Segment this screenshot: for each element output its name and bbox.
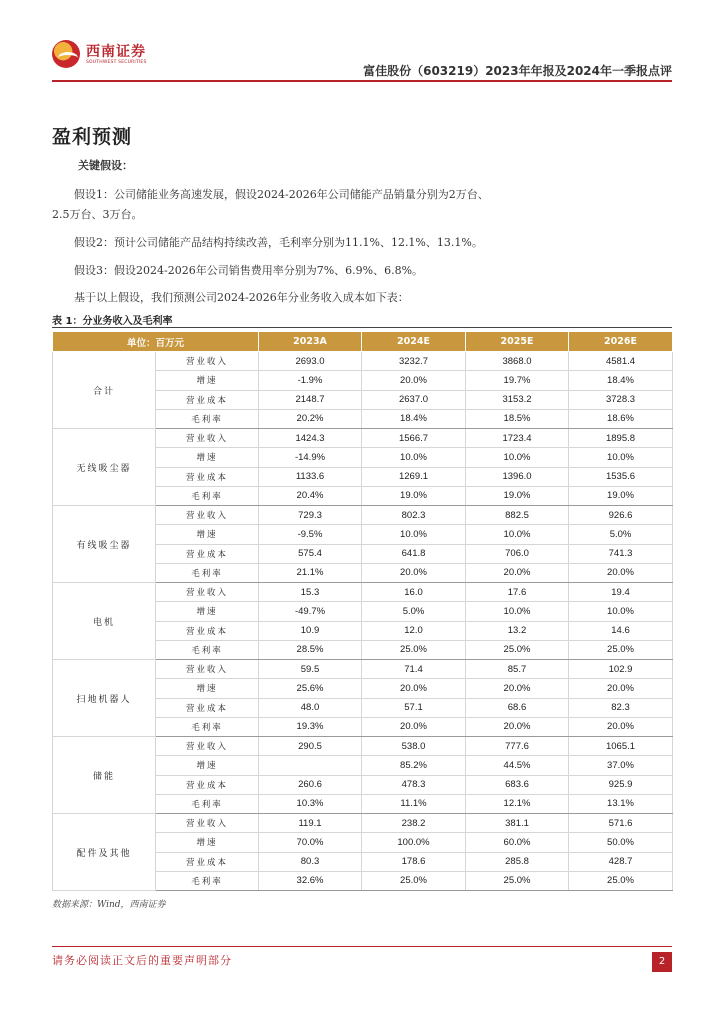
table-cell: 85.2% <box>362 756 466 775</box>
table-cell: 18.5% <box>466 409 569 428</box>
metric-label: 营业收入 <box>156 352 259 371</box>
table-cell: 21.1% <box>259 563 362 582</box>
table-cell: 925.9 <box>569 775 673 794</box>
segment-name: 有线吸尘器 <box>53 506 156 583</box>
table-cell: 15.3 <box>259 583 362 602</box>
table-cell: 926.6 <box>569 506 673 525</box>
table-cell: 25.0% <box>569 871 673 890</box>
segment-name: 储能 <box>53 737 156 814</box>
table-cell: 2693.0 <box>259 352 362 371</box>
table-cell: 12.0 <box>362 621 466 640</box>
table-cell: 57.1 <box>362 698 466 717</box>
table-cell: 20.0% <box>466 717 569 736</box>
table-cell: 50.0% <box>569 833 673 852</box>
table-cell: 17.6 <box>466 583 569 602</box>
table-cell: 25.0% <box>466 640 569 659</box>
table-cell: 538.0 <box>362 737 466 756</box>
table-cell: 706.0 <box>466 544 569 563</box>
metric-label: 增速 <box>156 833 259 852</box>
table-cell: 20.0% <box>466 679 569 698</box>
year-header: 2024E <box>362 332 466 352</box>
logo-subtitle: SOUTHWEST SECURITIES <box>86 60 147 65</box>
table-cell: 25.0% <box>362 640 466 659</box>
metric-label: 毛利率 <box>156 794 259 813</box>
header-divider <box>52 80 672 82</box>
segment-name: 无线吸尘器 <box>53 429 156 506</box>
segment-name: 电机 <box>53 583 156 660</box>
table-cell: 20.4% <box>259 486 362 505</box>
metric-label: 毛利率 <box>156 871 259 890</box>
year-header: 2023A <box>259 332 362 352</box>
table-cell: 285.8 <box>466 852 569 871</box>
page-header <box>0 0 724 84</box>
table-row <box>53 814 673 833</box>
table-cell: 11.1% <box>362 794 466 813</box>
table-cell: 25.0% <box>362 871 466 890</box>
segment-name: 合计 <box>53 352 156 429</box>
year-header: 2026E <box>569 332 673 352</box>
metric-label: 增速 <box>156 602 259 621</box>
metric-label: 营业收入 <box>156 814 259 833</box>
section-title: 盈利预测 <box>52 126 133 148</box>
metric-label: 营业收入 <box>156 429 259 448</box>
metric-label: 营业成本 <box>156 544 259 563</box>
table-row <box>53 583 673 602</box>
table-cell: 25.0% <box>569 640 673 659</box>
metric-label: 毛利率 <box>156 486 259 505</box>
table-cell: 5.0% <box>569 525 673 544</box>
metric-label: 毛利率 <box>156 409 259 428</box>
table-cell: 3868.0 <box>466 352 569 371</box>
table-cell: 44.5% <box>466 756 569 775</box>
table-cell: 70.0% <box>259 833 362 852</box>
table-cell: 71.4 <box>362 660 466 679</box>
table-cell: 28.5% <box>259 640 362 659</box>
table-cell: 82.3 <box>569 698 673 717</box>
table-cell: 1723.4 <box>466 429 569 448</box>
table-cell: 102.9 <box>569 660 673 679</box>
metric-label: 营业收入 <box>156 506 259 525</box>
table-cell: 20.0% <box>362 717 466 736</box>
table-cell: 729.3 <box>259 506 362 525</box>
table-cell: 68.6 <box>466 698 569 717</box>
table-cell: 575.4 <box>259 544 362 563</box>
metric-label: 增速 <box>156 371 259 390</box>
table-cell: 19.0% <box>362 486 466 505</box>
metric-label: 增速 <box>156 448 259 467</box>
assumption-3: 假设3：假设2024-2026年公司销售费用率分别为7%、6.9%、6.8%。 <box>74 264 424 277</box>
revenue-margin-table <box>52 331 673 891</box>
metric-label: 营业成本 <box>156 852 259 871</box>
page-number: 2 <box>652 952 672 972</box>
table-cell: 32.6% <box>259 871 362 890</box>
assumption-1-line-1: 假设1：公司储能业务高速发展，假设2024-2026年公司储能产品销量分别为2万台、 <box>74 188 489 201</box>
table-cell: 14.6 <box>569 621 673 640</box>
metric-label: 营业成本 <box>156 467 259 486</box>
segment-name: 扫地机器人 <box>53 660 156 737</box>
table-cell: 10.3% <box>259 794 362 813</box>
data-source: 数据来源：Wind，西南证券 <box>52 900 166 910</box>
table-cell: 478.3 <box>362 775 466 794</box>
table-cell: 1566.7 <box>362 429 466 448</box>
table-row <box>53 429 673 448</box>
table-cell: 19.0% <box>569 486 673 505</box>
metric-label: 营业成本 <box>156 698 259 717</box>
table-cell: 25.0% <box>466 871 569 890</box>
disclaimer-note: 请务必阅读正文后的重要声明部分 <box>52 954 232 967</box>
table-cell: 20.0% <box>362 563 466 582</box>
table-cell: 10.9 <box>259 621 362 640</box>
table-cell: 19.7% <box>466 371 569 390</box>
metric-label: 毛利率 <box>156 640 259 659</box>
table-cell: 80.3 <box>259 852 362 871</box>
table-cell: 10.0% <box>569 602 673 621</box>
table-row <box>53 660 673 679</box>
table-cell: 10.0% <box>466 448 569 467</box>
footer-divider <box>52 946 672 947</box>
table-cell: 882.5 <box>466 506 569 525</box>
table-cell: 10.0% <box>466 525 569 544</box>
table-cell: 3728.3 <box>569 390 673 409</box>
table-cell: -9.5% <box>259 525 362 544</box>
table-intro: 基于以上假设，我们预测公司2024-2026年分业务收入成本如下表： <box>74 291 409 304</box>
table-cell: 18.4% <box>362 409 466 428</box>
table-cell: 18.6% <box>569 409 673 428</box>
metric-label: 营业收入 <box>156 660 259 679</box>
table-cell: 260.6 <box>259 775 362 794</box>
table-cell: 18.4% <box>569 371 673 390</box>
metric-label: 增速 <box>156 679 259 698</box>
metric-label: 营业成本 <box>156 775 259 794</box>
metric-label: 毛利率 <box>156 563 259 582</box>
table-cell: 238.2 <box>362 814 466 833</box>
logo-emblem-icon <box>52 40 80 68</box>
table-cell: 48.0 <box>259 698 362 717</box>
table-header-row <box>53 332 673 352</box>
table-cell: 25.6% <box>259 679 362 698</box>
table-body <box>53 352 673 891</box>
table-caption: 表 1：分业务收入及毛利率 <box>52 316 173 327</box>
table-cell: 290.5 <box>259 737 362 756</box>
table-cell: 178.6 <box>362 852 466 871</box>
table-cell: 10.0% <box>466 602 569 621</box>
table-cell: 2148.7 <box>259 390 362 409</box>
table-cell: 20.0% <box>362 679 466 698</box>
table-cell: 1269.1 <box>362 467 466 486</box>
table-cell: 777.6 <box>466 737 569 756</box>
table-cell: 59.5 <box>259 660 362 679</box>
table-cell: -1.9% <box>259 371 362 390</box>
table-cell: 10.0% <box>569 448 673 467</box>
segment-name: 配件及其他 <box>53 814 156 891</box>
table-cell: 1133.6 <box>259 467 362 486</box>
table-cell: 571.6 <box>569 814 673 833</box>
table-cell: 683.6 <box>466 775 569 794</box>
table-cell: 802.3 <box>362 506 466 525</box>
table-cell: 1895.8 <box>569 429 673 448</box>
table-cell: 2637.0 <box>362 390 466 409</box>
metric-label: 增速 <box>156 756 259 775</box>
company-logo <box>52 40 172 74</box>
table-cell: 19.3% <box>259 717 362 736</box>
table-cell: 119.1 <box>259 814 362 833</box>
table-cell: 20.2% <box>259 409 362 428</box>
assumption-1-line-2: 2.5万台、3万台。 <box>52 208 143 221</box>
table-caption-divider <box>52 327 672 328</box>
metric-label: 毛利率 <box>156 717 259 736</box>
table-cell: 3153.2 <box>466 390 569 409</box>
logo-name: 西南证券 <box>86 44 146 60</box>
table-cell: 741.3 <box>569 544 673 563</box>
table-cell <box>259 756 362 775</box>
assumption-2: 假设2：预计公司储能产品结构持续改善，毛利率分别为11.1%、12.1%、13.1%。 <box>74 236 483 249</box>
table-cell: 4581.4 <box>569 352 673 371</box>
table-cell: 16.0 <box>362 583 466 602</box>
table-cell: -14.9% <box>259 448 362 467</box>
table-cell: 641.8 <box>362 544 466 563</box>
table-cell: 100.0% <box>362 833 466 852</box>
table-cell: 20.0% <box>569 679 673 698</box>
table-row <box>53 737 673 756</box>
table-cell: 20.0% <box>569 563 673 582</box>
table-cell: 1424.3 <box>259 429 362 448</box>
unit-header: 单位：百万元 <box>53 332 259 352</box>
table-cell: 381.1 <box>466 814 569 833</box>
table-cell: 10.0% <box>362 448 466 467</box>
table-cell: 20.0% <box>466 563 569 582</box>
table-cell: 13.2 <box>466 621 569 640</box>
table-cell: 13.1% <box>569 794 673 813</box>
metric-label: 增速 <box>156 525 259 544</box>
metric-label: 营业收入 <box>156 737 259 756</box>
table-cell: 20.0% <box>362 371 466 390</box>
table-cell: 1396.0 <box>466 467 569 486</box>
table-cell: -49.7% <box>259 602 362 621</box>
year-header: 2025E <box>466 332 569 352</box>
table-cell: 12.1% <box>466 794 569 813</box>
table-cell: 3232.7 <box>362 352 466 371</box>
table-cell: 19.4 <box>569 583 673 602</box>
table-cell: 37.0% <box>569 756 673 775</box>
table-cell: 428.7 <box>569 852 673 871</box>
key-assumptions-heading: 关键假设： <box>78 159 133 172</box>
table-cell: 19.0% <box>466 486 569 505</box>
table-cell: 1535.6 <box>569 467 673 486</box>
table-cell: 10.0% <box>362 525 466 544</box>
metric-label: 营业成本 <box>156 390 259 409</box>
table-cell: 5.0% <box>362 602 466 621</box>
table-cell: 1065.1 <box>569 737 673 756</box>
table-cell: 85.7 <box>466 660 569 679</box>
table-cell: 60.0% <box>466 833 569 852</box>
table-row <box>53 506 673 525</box>
metric-label: 营业成本 <box>156 621 259 640</box>
report-title: 富佳股份（603219）2023年年报及2024年一季报点评 <box>363 64 672 78</box>
metric-label: 营业收入 <box>156 583 259 602</box>
table-row <box>53 352 673 371</box>
table-cell: 20.0% <box>569 717 673 736</box>
